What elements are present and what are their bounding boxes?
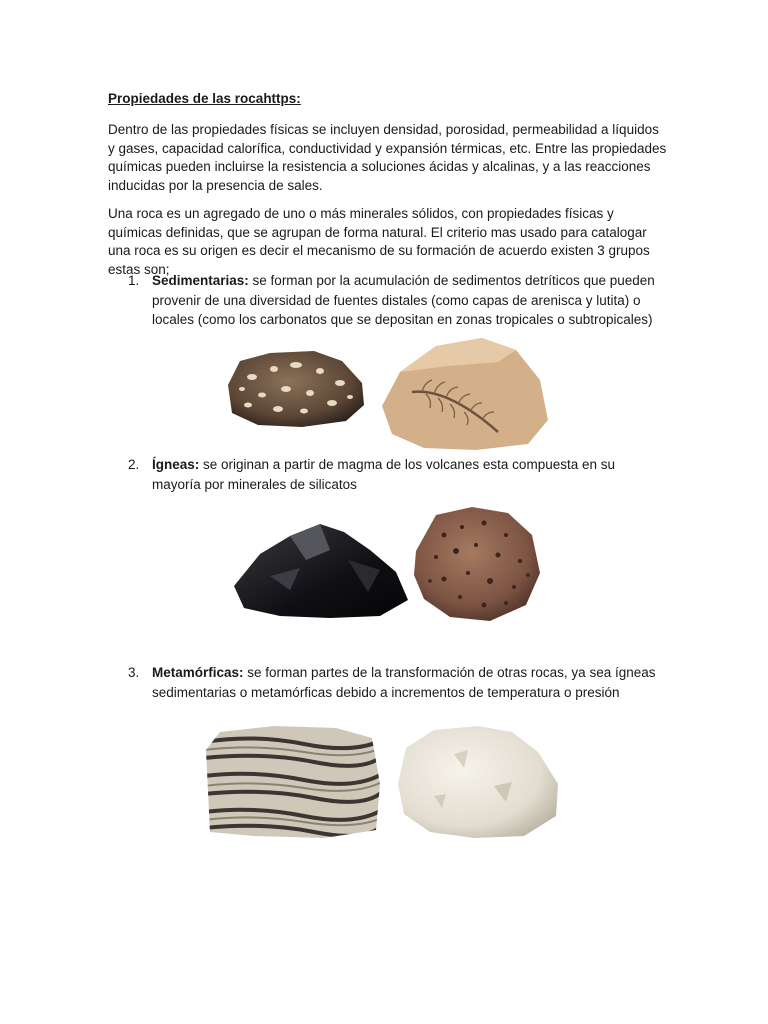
list-item-term: Sedimentarias: [152, 273, 249, 288]
obsidian-rock-image [230, 520, 410, 620]
gneiss-rock-image [204, 724, 382, 840]
marble-rock-image [394, 724, 562, 840]
fossil-sandstone-image [378, 336, 550, 452]
conglomerate-rock-image [222, 347, 368, 429]
list-item-description: se originan a partir de magma de los volcanes esta compuesta en su mayoría por minerales de silicatos [152, 457, 615, 492]
paragraph-physical-chemical-properties: Dentro de las propiedades físicas se incluyen densidad, porosidad, permeabilidad a líquidos y gases, capacidad calorífica, conductividad y expansión térmicas, etc. Entre las propiedades químicas pueden incluirse la resistencia a soluciones ácidas y alcalinas, y a las reacciones inducidas por la presencia de sales. [108, 122, 667, 193]
list-number: 3. [128, 665, 140, 680]
paragraph-rock-definition: Una roca es un agregado de uno o más minerales sólidos, con propiedades físicas y químicas definidas, que se agrupan de forma natural. El criterio mas usado para catalogar una roca es su origen es decir el mecanismo de su formación de acuerdo existen 3 grupos estas son; [108, 206, 650, 277]
list-number: 1. [128, 273, 140, 288]
list-number: 2. [128, 457, 140, 472]
list-item-description: se forman partes de la transformación de otras rocas, ya sea ígneas sedimentarias o metamórficas debido a incrementos de temperatura o presión [152, 665, 656, 700]
page-title: Propiedades de las rocahttps: [108, 91, 301, 106]
pumice-scoria-rock-image [410, 505, 542, 623]
list-item-text [152, 271, 667, 330]
list-item-text [152, 455, 667, 494]
list-item-term: Metamórficas: [152, 665, 244, 680]
list-item-text [152, 663, 667, 702]
list-item-description: se forman por la acumulación de sedimentos detríticos que pueden provenir de una diversidad de fuentes distales (como capas de arenisca y lutita) o locales (como los carbonatos que se depositan en zonas tropicales o subtropicales) [152, 273, 655, 327]
list-item-term: Ígneas: [152, 457, 200, 472]
